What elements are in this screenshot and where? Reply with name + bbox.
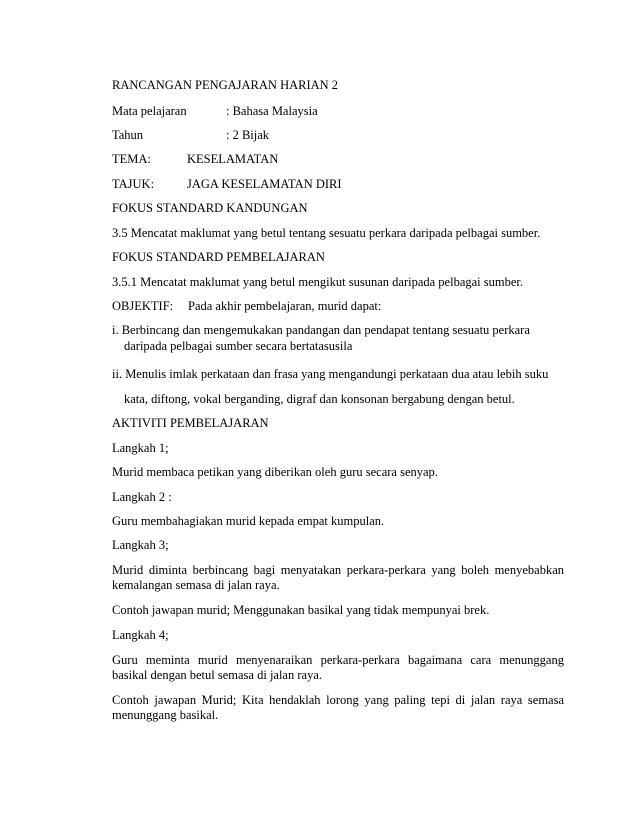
langkah-1-heading: Langkah 1; (112, 441, 169, 455)
objective-1-line-2: daripada pelbagai sumber secara bertatasusila (124, 339, 353, 353)
fokus-standard-pembelajaran-heading: FOKUS STANDARD PEMBELAJARAN (112, 250, 325, 264)
objektif-row (112, 299, 381, 314)
langkah-3-contoh: Contoh jawapan murid; Menggunakan basikal yang tidak mempunyai brek. (112, 603, 490, 617)
langkah-2-heading: Langkah 2 : (112, 490, 172, 504)
tajuk-label: TAJUK: (112, 177, 155, 191)
tema-value: KESELAMATAN (187, 152, 279, 166)
objective-2-line-1: ii. Menulis imlak perkataan dan frasa yang mengandungi perkataan dua atau lebih suku (112, 367, 549, 381)
tahun-value: : 2 Bijak (226, 128, 270, 142)
langkah-4-text: Guru meminta murid menyenaraikan perkara-perkara bagaimana cara menunggang basikal dengan betul semasa di jalan raya. (112, 653, 564, 682)
tajuk-value: JAGA KESELAMATAN DIRI (187, 177, 342, 191)
tahun-label: Tahun (112, 128, 144, 142)
objective-1-line-1: i. Berbincang dan mengemukakan pandangan dan pendapat tentang sesuatu perkara (112, 323, 530, 337)
objective-2-line-2: kata, diftong, vokal berganding, digraf dan konsonan bergabung dengan betul. (124, 392, 515, 406)
mata-pelajaran-value: : Bahasa Malaysia (226, 104, 318, 118)
tema-label: TEMA: (112, 152, 151, 166)
mata-pelajaran-label: Mata pelajaran (112, 104, 187, 118)
tajuk-row (112, 177, 342, 192)
langkah-4-heading: Langkah 4; (112, 628, 169, 642)
tema-row (112, 152, 278, 167)
langkah-3-heading: Langkah 3; (112, 538, 169, 552)
fokus-standard-kandungan-text: 3.5 Mencatat maklumat yang betul tentang sesuatu perkara daripada pelbagai sumber. (112, 226, 541, 240)
aktiviti-pembelajaran-heading: AKTIVITI PEMBELAJARAN (112, 416, 269, 430)
objektif-label: OBJEKTIF: (112, 299, 174, 313)
langkah-2-text: Guru membahagiakan murid kepada empat kumpulan. (112, 514, 385, 528)
langkah-3-text: Murid diminta berbincang bagi menyatakan perkara-perkara yang boleh menyebabkan kemalangan semasa di jalan raya. (112, 563, 564, 592)
langkah-4-contoh: Contoh jawapan Murid; Kita hendaklah lorong yang paling tepi di jalan raya semasa menunggang basikal. (112, 693, 564, 722)
fokus-standard-pembelajaran-text: 3.5.1 Mencatat maklumat yang betul mengikut susunan daripada pelbagai sumber. (112, 275, 524, 289)
fokus-standard-kandungan-heading: FOKUS STANDARD KANDUNGAN (112, 201, 308, 215)
doc-title: RANCANGAN PENGAJARAN HARIAN 2 (112, 78, 339, 92)
tahun-row (112, 128, 269, 143)
objektif-text: Pada akhir pembelajaran, murid dapat: (188, 299, 382, 313)
langkah-1-text: Murid membaca petikan yang diberikan oleh guru secara senyap. (112, 465, 438, 479)
mata-pelajaran-row (112, 104, 318, 119)
